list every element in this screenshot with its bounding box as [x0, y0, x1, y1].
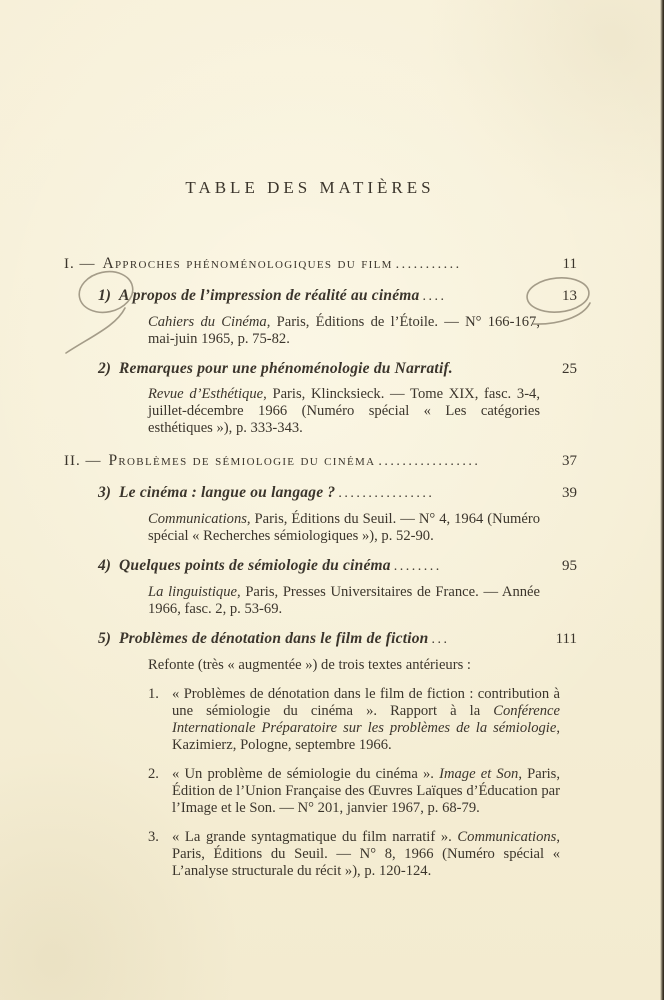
page-number: 13: [562, 288, 577, 304]
citation-segment: Communications: [148, 511, 247, 527]
toc-entry-row: [98, 556, 577, 577]
citation-segment: Cahiers du Cinéma: [148, 314, 267, 330]
refonte-note: [148, 657, 540, 674]
toc-entry-row: [98, 629, 577, 650]
toc-entry-row: [98, 359, 577, 379]
item-number: 5): [98, 630, 111, 647]
citation: [148, 386, 540, 437]
item-number: II. —: [64, 453, 102, 469]
citation-segment: , Paris, Éditions du Seuil. — N° 4, 1964 (Numéro spécial « Recherches sémiologiques »), p. 52-90.: [148, 511, 540, 544]
citation: [148, 584, 540, 618]
item-number: 4): [98, 557, 111, 574]
page-number: 11: [562, 256, 577, 272]
citation: [148, 511, 540, 545]
item-number: I. —: [64, 256, 96, 272]
item-title: Remarques pour une phénoménologie du Narratif.: [119, 360, 453, 377]
item-title: Problèmes de sémiologie du cinéma: [108, 452, 376, 469]
citation-segment: Revue d’Esthétique: [148, 386, 264, 402]
page-number: 25: [562, 361, 577, 377]
item-title: Le cinéma : langue ou langage ?: [119, 484, 336, 501]
subitem-segment: Conférence Internationale Préparatoire sur les problèmes de la sémiologie: [172, 703, 560, 736]
page-number: 95: [562, 558, 577, 574]
subitem-segment: Communications: [457, 829, 557, 845]
toc-subitem: [148, 829, 560, 880]
dot-leader: ...: [431, 632, 450, 647]
subitem-segment: « Problèmes de dénotation dans le film de fiction : contribution à une sémiologie du cinéma ». Rapport à la: [172, 686, 560, 719]
subitem-segment: , Kazimierz, Pologne, septembre 1966.: [172, 720, 560, 753]
item-number: 3): [98, 484, 111, 501]
subitem-text: [172, 829, 560, 880]
toc-section-row: [64, 254, 577, 275]
subitem-segment: Image et Son: [439, 766, 519, 782]
subitem-text: [172, 766, 560, 817]
page-number: 111: [555, 631, 577, 647]
page-number: 37: [562, 453, 577, 469]
subitem-number: 2.: [148, 766, 159, 782]
toc-entry-row: [98, 483, 577, 504]
toc-subitem: [148, 686, 560, 754]
subitem-segment: « Un problème de sémiologie du cinéma ».: [172, 766, 440, 782]
subitem-number: 1.: [148, 686, 159, 702]
item-number: 2): [98, 360, 111, 377]
page-number: 39: [562, 485, 577, 501]
item-title: Problèmes de dénotation dans le film de fiction: [119, 630, 429, 647]
table-of-contents: [64, 254, 577, 880]
item-title: A propos de l’impression de réalité au cinéma: [119, 287, 420, 304]
toc-subitem: [148, 766, 560, 817]
item-title: Quelques points de sémiologie du cinéma: [119, 557, 391, 574]
dot-leader: .................: [378, 454, 481, 469]
dot-leader: ................: [338, 486, 435, 501]
citation-segment: , Paris, Éditions de l’Étoile. — N° 166-167, mai-juin 1965, p. 75-82.: [148, 314, 540, 347]
scan-dark-right-edge: [660, 0, 664, 1000]
citation-segment: , Paris, Klincksieck. — Tome XIX, fasc. 3-4, juillet-décembre 1966 (Numéro spécial « Les catégories esthétiques »), p. 333-343.: [148, 386, 540, 436]
citation-segment: , Paris, Presses Universitaires de France. — Année 1966, fasc. 2, p. 53-69.: [148, 584, 540, 617]
dot-leader: ........: [393, 559, 442, 574]
item-number: 1): [98, 287, 111, 304]
subitem-text: [172, 686, 560, 754]
toc-entry-row: [98, 286, 577, 307]
subitem-segment: « La grande syntagmatique du film narratif ».: [172, 829, 458, 845]
toc-section-row: [64, 451, 577, 472]
page-title: TABLE DES MATIÈRES: [185, 178, 435, 197]
dot-leader: ....: [422, 289, 447, 304]
citation-segment: Refonte (très « augmentée ») de trois textes antérieurs :: [148, 657, 471, 673]
subitem-number: 3.: [148, 829, 159, 845]
citation-segment: La linguistique: [148, 584, 237, 600]
citation: [148, 314, 540, 348]
item-title: Approches phénoménologiques du film: [102, 255, 393, 272]
dot-leader: ...........: [395, 257, 462, 272]
subitem-segment: , Paris, Éditions du Seuil. — N° 8, 1966 (Numéro spécial « L’analyse structurale du récit »), p. 120-124.: [172, 829, 560, 879]
subitem-segment: , Paris, Édition de l’Union Française des Œuvres Laïques d’Éducation par l’Image et le Son. — N° 201, janvier 1967, p. 68-79.: [172, 766, 560, 816]
